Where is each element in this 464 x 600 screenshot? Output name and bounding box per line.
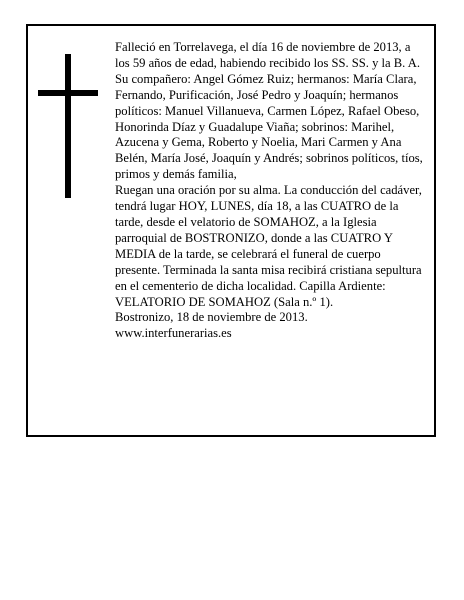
latin-cross-icon	[38, 54, 98, 198]
family-list: Su compañero: Angel Gómez Ruiz; hermanos: María Clara, Fernando, Purificación, José Pedro y Joaquín; hermanos políticos: Manuel Villanueva, Carmen López, Rafael Obeso, Honorinda Díaz y Guadalupe Viaña; sobrinos: Marihel, Azucena y Gema, Roberto y Noelia, Mari Carmen y Ana Belén, María José, Joaquín y Andrés; sobrinos políticos, tíos, primos y demás familia,	[115, 71, 423, 182]
notice-text	[115, 40, 425, 342]
website-url: www.interfunerarias.es	[115, 326, 232, 341]
obituary-notice	[26, 24, 436, 437]
cross-vertical-bar	[65, 54, 71, 198]
death-announcement: Falleció en Torrelavega, el día 16 de noviembre de 2013, a los 59 años de edad, habiendo recibido los SS. SS. y la B. A.	[115, 40, 421, 70]
funeral-details: Ruegan una oración por su alma. La conducción del cadáver, tendrá lugar HOY, LUNES, día 18, a las CUATRO de la tarde, desde el velatorio de SOMAHOZ, a la Iglesia parroquial de BOSTRONIZO, donde a las CUATRO Y MEDIA de la tarde, se celebrará el funeral de cuerpo presente. Terminada la santa misa recibirá cristiana sepultura en el cementerio de dicha localidad. Capilla Ardiente: VELATORIO DE SOMAHOZ (Sala n.º 1).	[115, 183, 422, 309]
cross-horizontal-bar	[38, 90, 98, 96]
place-and-date: Bostronizo, 18 de noviembre de 2013.	[115, 310, 308, 325]
